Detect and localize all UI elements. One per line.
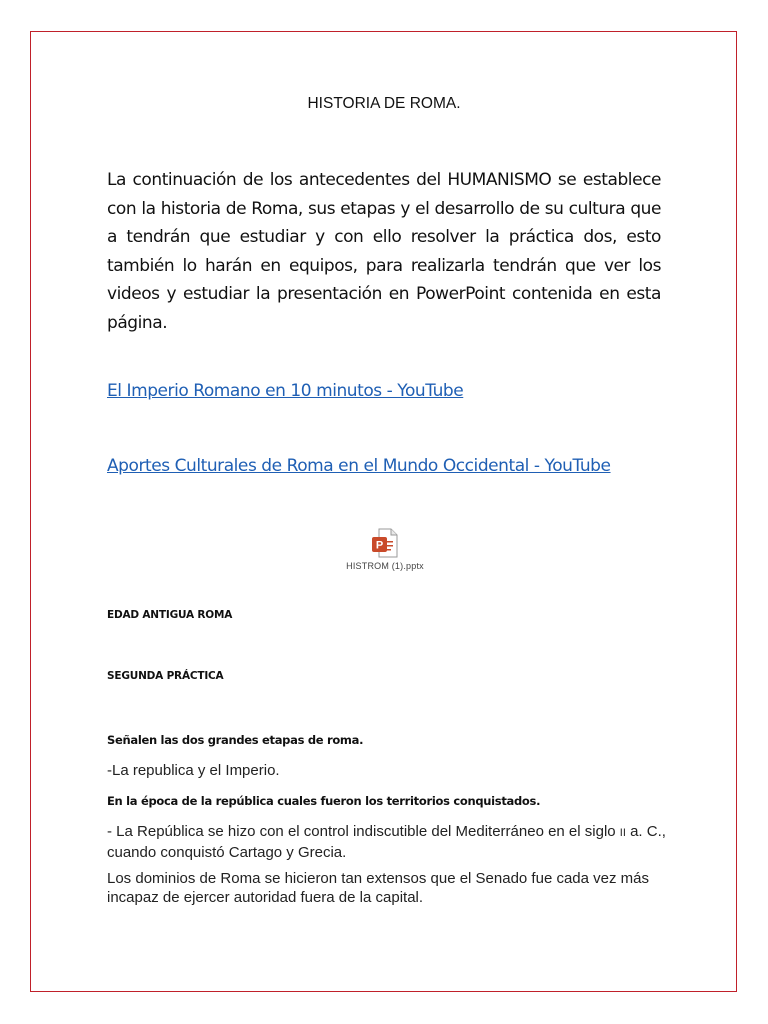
section-heading-edad-antigua: EDAD ANTIGUA ROMA bbox=[107, 609, 233, 621]
answer-2-part1: - La República se hizo con el control indiscutible del Mediterráneo en el siglo bbox=[107, 823, 620, 840]
powerpoint-file-icon bbox=[330, 528, 440, 558]
question-2: En la época de la república cuales fueron los territorios conquistados. bbox=[107, 794, 541, 808]
answer-1: -La republica y el Imperio. bbox=[107, 762, 280, 779]
link-imperio-romano-video[interactable]: El Imperio Romano en 10 minutos - YouTube bbox=[107, 381, 464, 401]
link-aportes-culturales-video[interactable]: Aportes Culturales de Roma en el Mundo Occidental - YouTube bbox=[107, 456, 611, 476]
answer-2-part2: a. C., cuando conquistó Cartago y Grecia. bbox=[107, 823, 666, 861]
attachment-filename: HISTROM (1).pptx bbox=[346, 561, 424, 571]
svg-text:P: P bbox=[375, 539, 384, 552]
answer-2 bbox=[107, 822, 667, 862]
question-1: Señalen las dos grandes etapas de roma. bbox=[107, 733, 364, 747]
practice-heading: SEGUNDA PRÁCTICA bbox=[107, 670, 224, 682]
pptx-attachment[interactable] bbox=[330, 528, 440, 571]
document-title: HISTORIA DE ROMA. bbox=[307, 95, 461, 112]
answer-2-extra: Los dominios de Roma se hicieron tan extensos que el Senado fue cada vez más incapaz de ejercer autoridad fuera de la capital. bbox=[107, 870, 649, 906]
answer-2-century: II bbox=[619, 827, 626, 839]
intro-paragraph: La continuación de los antecedentes del HUMANISMO se establece con la historia de Roma, sus etapas y el desarrollo de su cultura que a tendrán que estudiar y con ello resolver la práctica dos, esto también lo harán en equipos, para realizarla tendrán que ver los videos y estudiar la presentación en PowerPoint contenida en esta página. bbox=[107, 170, 661, 333]
